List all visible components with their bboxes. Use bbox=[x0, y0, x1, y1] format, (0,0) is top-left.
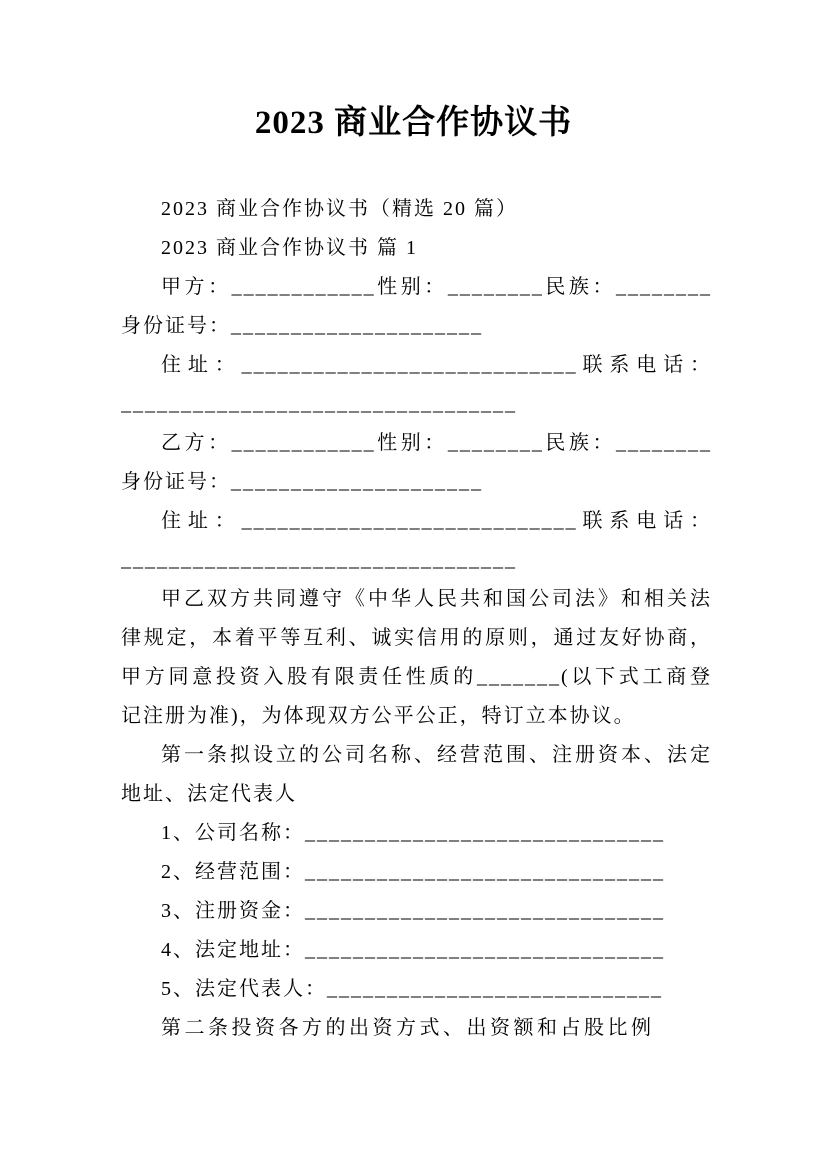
article-1-heading-line-1: 第一条拟设立的公司名称、经营范围、注册资本、法定 bbox=[161, 744, 712, 766]
party-b-address-phone-line: 住址：____________________________联系电话： bbox=[161, 510, 712, 532]
party-a-address-phone-line: 住址：____________________________联系电话： bbox=[161, 354, 712, 376]
subtitle-selection-count-line: 2023 商业合作协议书（精选 20 篇） bbox=[161, 198, 518, 220]
party-a-phone-blank-line: _________________________________ bbox=[121, 393, 517, 415]
article-1-heading-line-2: 地址、法定代表人 bbox=[121, 783, 297, 805]
intro-paragraph-line-1: 甲乙双方共同遵守《中华人民共和国公司法》和相关法 bbox=[161, 588, 712, 610]
article-1-item-company-name-line: 1、公司名称：______________________________ bbox=[161, 822, 665, 844]
intro-paragraph-line-4: 记注册为准)，为体现双方公平公正，特订立本协议。 bbox=[121, 705, 636, 727]
article-2-heading-line: 第二条投资各方的出资方式、出资额和占股比例 bbox=[161, 1017, 655, 1039]
article-1-item-legal-address-line: 4、法定地址：______________________________ bbox=[161, 939, 665, 961]
document-title: 2023 商业合作协议书 bbox=[254, 105, 573, 141]
intro-paragraph-line-2: 律规定，本着平等互利、诚实信用的原则，通过友好协商， bbox=[121, 627, 712, 649]
party-b-id-number-line: 身份证号：_____________________ bbox=[121, 471, 483, 493]
party-b-name-gender-ethnic-line: 乙方：____________性别：________民族：________ bbox=[161, 432, 712, 454]
intro-paragraph-line-3: 甲方同意投资入股有限责任性质的_______(以下式工商登 bbox=[121, 666, 712, 688]
article-1-item-registered-capital-line: 3、注册资金：______________________________ bbox=[161, 900, 665, 922]
party-a-name-gender-ethnic-line: 甲方：____________性别：________民族：________ bbox=[161, 276, 712, 298]
article-1-item-legal-representative-line: 5、法定代表人：____________________________ bbox=[161, 978, 663, 1000]
article-1-item-business-scope-line: 2、经营范围：______________________________ bbox=[161, 861, 665, 883]
document-body bbox=[121, 190, 712, 1048]
party-a-id-number-line: 身份证号：_____________________ bbox=[121, 315, 483, 337]
party-b-phone-blank-line: _________________________________ bbox=[121, 549, 517, 571]
section-title-line: 2023 商业合作协议书 篇 1 bbox=[161, 237, 418, 259]
